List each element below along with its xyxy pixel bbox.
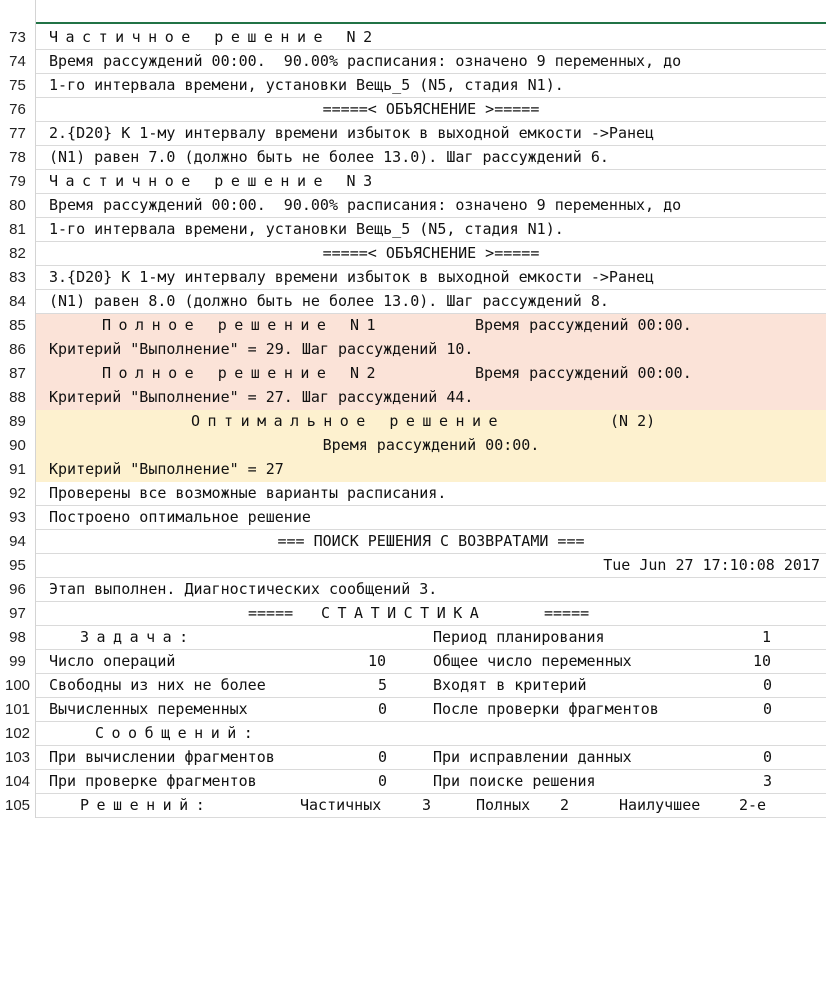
row-85 <box>0 314 826 338</box>
row-92 <box>0 482 826 506</box>
row-header[interactable]: 84 <box>0 290 36 314</box>
spreadsheet-grid <box>0 26 826 818</box>
cell-a102[interactable] <box>36 722 826 746</box>
stat-value: 3 <box>422 796 432 814</box>
row-74 <box>0 50 826 74</box>
row-78 <box>0 146 826 170</box>
row-103 <box>0 746 826 770</box>
cell-a81[interactable]: 1-го интервала времени, установки Вещь_5 (N5, стадия N1). <box>49 220 564 238</box>
row-88 <box>0 386 826 410</box>
stat-value: 2-е <box>739 796 767 814</box>
stat-label: При поиске решения <box>433 772 596 790</box>
full-solution-title: Полное решение N2 <box>102 364 384 382</box>
row-header[interactable]: 105 <box>0 794 36 818</box>
row-header[interactable]: 77 <box>0 122 36 146</box>
row-89 <box>0 410 826 434</box>
row-header[interactable]: 104 <box>0 770 36 794</box>
row-header[interactable]: 96 <box>0 578 36 602</box>
cell-a75[interactable]: 1-го интервала времени, установки Вещь_5 (N5, стадия N1). <box>49 76 564 94</box>
task-label: Задача: <box>80 628 196 646</box>
stat-label: Частичных <box>300 796 382 814</box>
stat-label: Число операций <box>49 652 176 670</box>
cell-a92[interactable]: Проверены все возможные варианты расписания. <box>49 484 447 502</box>
cell-a103[interactable] <box>36 746 826 770</box>
stat-value: 10 <box>753 652 772 670</box>
row-header[interactable]: 93 <box>0 506 36 530</box>
select-all-corner[interactable] <box>0 0 36 26</box>
stat-label: При проверке фрагментов <box>49 772 257 790</box>
row-header[interactable]: 88 <box>0 386 36 410</box>
cell-a76[interactable]: =====< ОБЪЯСНЕНИЕ >===== <box>322 100 540 118</box>
cell-a93[interactable]: Построено оптимальное решение <box>49 508 311 526</box>
stats-title: СТАТИСТИКА <box>321 604 487 622</box>
row-80 <box>0 194 826 218</box>
stat-value: 2 <box>560 796 570 814</box>
reasoning-time: Время рассуждений 00:00. <box>475 364 692 382</box>
stat-label: При вычислении фрагментов <box>49 748 275 766</box>
row-header[interactable]: 102 <box>0 722 36 746</box>
row-99 <box>0 650 826 674</box>
cell-a91[interactable]: Критерий "Выполнение" = 27 <box>36 458 826 482</box>
row-82 <box>0 242 826 266</box>
row-header[interactable]: 97 <box>0 602 36 626</box>
row-91 <box>0 458 826 482</box>
row-105 <box>0 794 826 818</box>
row-header[interactable]: 103 <box>0 746 36 770</box>
cell-a97[interactable] <box>36 602 826 626</box>
row-header[interactable]: 100 <box>0 674 36 698</box>
cell-a89[interactable] <box>36 410 826 434</box>
cell-a105[interactable] <box>36 794 826 818</box>
row-81 <box>0 218 826 242</box>
row-header[interactable]: 74 <box>0 50 36 74</box>
cell-a98[interactable] <box>36 626 826 650</box>
row-79 <box>0 170 826 194</box>
row-header[interactable]: 90 <box>0 434 36 458</box>
row-100 <box>0 674 826 698</box>
stat-label: Полных <box>476 796 531 814</box>
cell-a94[interactable]: === ПОИСК РЕШЕНИЯ С ВОЗВРАТАМИ === <box>277 532 585 550</box>
row-header[interactable]: 83 <box>0 266 36 290</box>
cell-a79[interactable]: Частичное решение N3 <box>49 172 380 190</box>
cell-a104[interactable] <box>36 770 826 794</box>
cell-a82[interactable]: =====< ОБЪЯСНЕНИЕ >===== <box>322 244 540 262</box>
row-header[interactable]: 81 <box>0 218 36 242</box>
row-header[interactable]: 87 <box>0 362 36 386</box>
cell-a78[interactable]: (N1) равен 7.0 (должно быть не более 13.0). Шаг рассуждений 6. <box>49 148 609 166</box>
active-column-indicator <box>36 22 826 24</box>
stat-label: Наилучшее <box>619 796 701 814</box>
stat-label: Вычисленных переменных <box>49 700 248 718</box>
cell-a84[interactable]: (N1) равен 8.0 (должно быть не более 13.0). Шаг рассуждений 8. <box>49 292 609 310</box>
row-96 <box>0 578 826 602</box>
cell-a88[interactable]: Критерий "Выполнение" = 27. Шаг рассуждений 44. <box>36 386 826 410</box>
cell-a77[interactable]: 2.{D20} К 1-му интервалу времени избыток в выходной емкости ->Ранец <box>49 124 655 142</box>
row-header[interactable]: 86 <box>0 338 36 362</box>
row-84 <box>0 290 826 314</box>
cell-a80[interactable]: Время рассуждений 00:00. 90.00% расписания: означено 9 переменных, до <box>49 196 682 214</box>
row-75 <box>0 74 826 98</box>
row-104 <box>0 770 826 794</box>
row-header[interactable]: 98 <box>0 626 36 650</box>
row-header[interactable]: 85 <box>0 314 36 338</box>
row-97 <box>0 602 826 626</box>
cell-a87[interactable] <box>36 362 826 386</box>
stat-label: После проверки фрагментов <box>433 700 659 718</box>
stat-value: 0 <box>378 700 388 718</box>
cell-a95[interactable]: Tue Jun 27 17:10:08 2017 <box>603 556 820 574</box>
optimal-solution-title: Оптимальное решение <box>191 412 506 430</box>
row-86 <box>0 338 826 362</box>
stats-rule-right: ===== <box>544 604 590 622</box>
cell-a99[interactable] <box>36 650 826 674</box>
row-93 <box>0 506 826 530</box>
row-header[interactable]: 94 <box>0 530 36 554</box>
column-header-bar <box>0 0 826 26</box>
row-header[interactable]: 95 <box>0 554 36 578</box>
cell-a101[interactable] <box>36 698 826 722</box>
row-header[interactable]: 89 <box>0 410 36 434</box>
stat-value: 1 <box>762 628 772 646</box>
stat-label: Свободны из них не более <box>49 676 266 694</box>
row-header[interactable]: 101 <box>0 698 36 722</box>
stat-value: 10 <box>368 652 387 670</box>
cell-a85[interactable] <box>36 314 826 338</box>
row-94 <box>0 530 826 554</box>
row-header[interactable]: 91 <box>0 458 36 482</box>
row-header[interactable]: 82 <box>0 242 36 266</box>
row-header[interactable]: 73 <box>0 26 36 50</box>
stat-label: Общее число переменных <box>433 652 632 670</box>
row-header[interactable]: 99 <box>0 650 36 674</box>
stat-value: 0 <box>763 700 773 718</box>
cell-a83[interactable]: 3.{D20} К 1-му интервалу времени избыток в выходной емкости ->Ранец <box>49 268 655 286</box>
cell-a100[interactable] <box>36 674 826 698</box>
row-101 <box>0 698 826 722</box>
row-header[interactable]: 92 <box>0 482 36 506</box>
row-73 <box>0 26 826 50</box>
stat-value: 3 <box>763 772 773 790</box>
row-90 <box>0 434 826 458</box>
stat-label: Период планирования <box>433 628 605 646</box>
stat-value: 0 <box>378 748 388 766</box>
cell-a73[interactable]: Частичное решение N2 <box>49 28 380 46</box>
stat-value: 0 <box>763 676 773 694</box>
stat-value: 0 <box>378 772 388 790</box>
row-header[interactable]: 76 <box>0 98 36 122</box>
row-76 <box>0 98 826 122</box>
row-83 <box>0 266 826 290</box>
row-95 <box>0 554 826 578</box>
stat-label: При исправлении данных <box>433 748 632 766</box>
row-87 <box>0 362 826 386</box>
stats-rule-left: ===== <box>248 604 294 622</box>
cell-a96[interactable]: Этап выполнен. Диагностических сообщений 3. <box>49 580 438 598</box>
row-header[interactable]: 79 <box>0 170 36 194</box>
row-102 <box>0 722 826 746</box>
optimal-solution-number: (N 2) <box>610 412 656 430</box>
row-header[interactable]: 80 <box>0 194 36 218</box>
stat-label: Входят в критерий <box>433 676 587 694</box>
row-header[interactable]: 75 <box>0 74 36 98</box>
row-98 <box>0 626 826 650</box>
stat-value: 5 <box>378 676 388 694</box>
cell-a86[interactable]: Критерий "Выполнение" = 29. Шаг рассуждений 10. <box>36 338 826 362</box>
cell-a90[interactable]: Время рассуждений 00:00. <box>36 434 826 458</box>
stat-value: 0 <box>763 748 773 766</box>
full-solution-title: Полное решение N1 <box>102 316 384 334</box>
reasoning-time: Время рассуждений 00:00. <box>475 316 692 334</box>
cell-a74[interactable]: Время рассуждений 00:00. 90.00% расписания: означено 9 переменных, до <box>49 52 682 70</box>
row-header[interactable]: 78 <box>0 146 36 170</box>
row-77 <box>0 122 826 146</box>
messages-label: Сообщений: <box>95 724 261 742</box>
solutions-label: Решений: <box>80 796 213 814</box>
